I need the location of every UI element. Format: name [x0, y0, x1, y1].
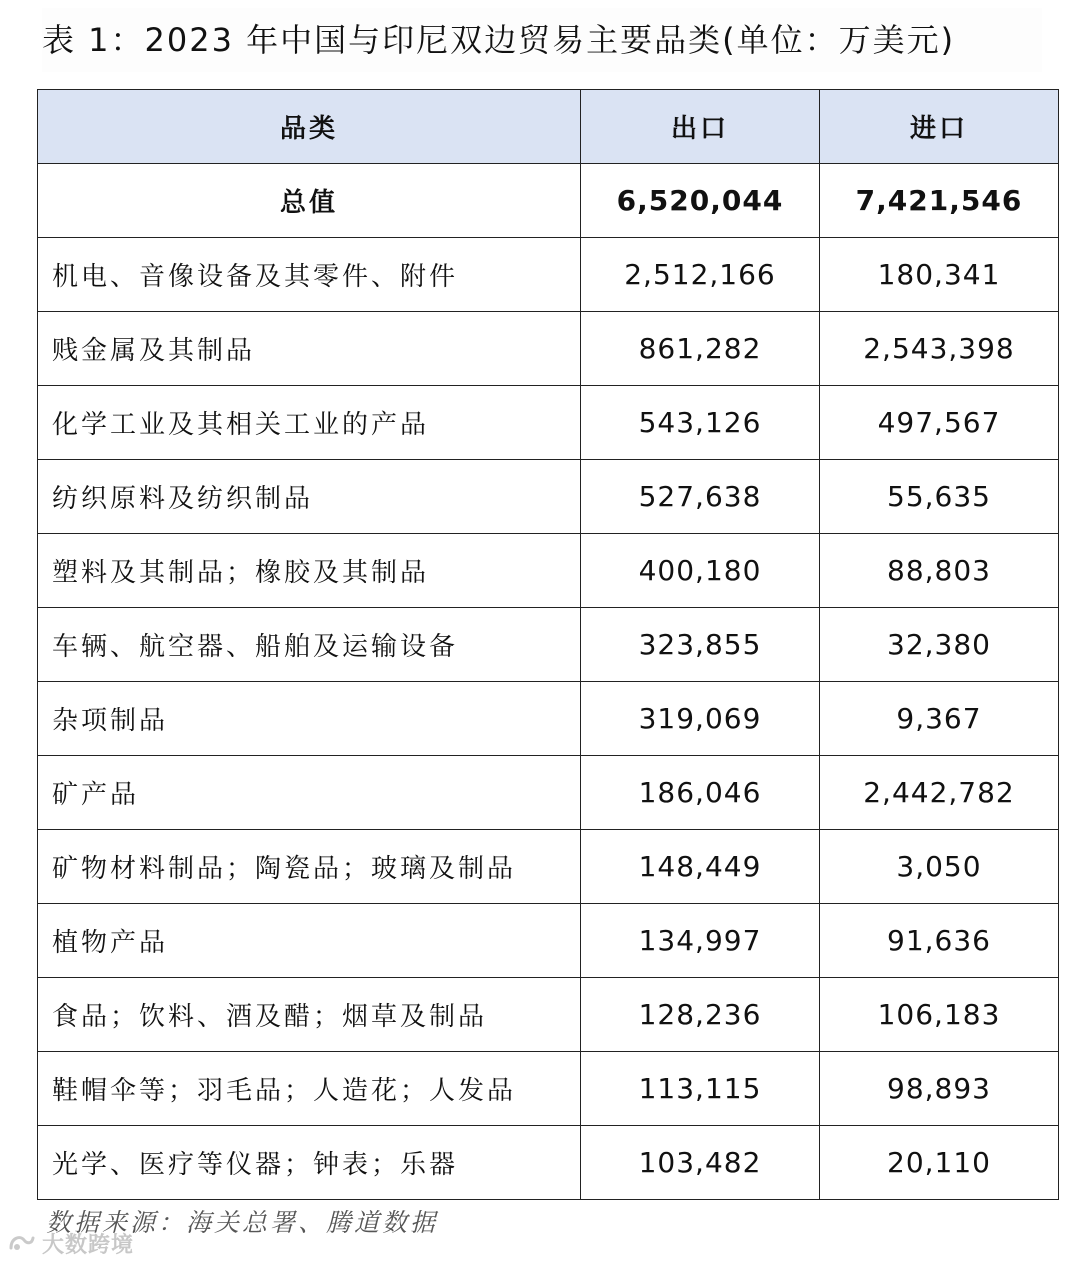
export-cell: 128,236	[581, 978, 820, 1052]
export-cell: 113,115	[581, 1052, 820, 1126]
import-cell: 180,341	[820, 238, 1059, 312]
watermark-logo-icon	[8, 1232, 36, 1254]
category-cell: 鞋帽伞等；羽毛品；人造花；人发品	[38, 1052, 581, 1126]
category-cell: 光学、医疗等仪器；钟表；乐器	[38, 1126, 581, 1200]
table-row	[38, 1052, 1059, 1126]
export-cell: 543,126	[581, 386, 820, 460]
import-cell: 20,110	[820, 1126, 1059, 1200]
import-cell: 55,635	[820, 460, 1059, 534]
import-cell: 88,803	[820, 534, 1059, 608]
watermark	[8, 1228, 134, 1258]
table-row	[38, 830, 1059, 904]
total-category-cell: 总值	[38, 164, 581, 238]
category-cell: 机电、音像设备及其零件、附件	[38, 238, 581, 312]
export-cell: 527,638	[581, 460, 820, 534]
table-row	[38, 682, 1059, 756]
category-cell: 塑料及其制品；橡胶及其制品	[38, 534, 581, 608]
import-cell: 2,543,398	[820, 312, 1059, 386]
table-row	[38, 1126, 1059, 1200]
category-cell: 车辆、航空器、船舶及运输设备	[38, 608, 581, 682]
category-cell: 纺织原料及纺织制品	[38, 460, 581, 534]
total-export-cell: 6,520,044	[581, 164, 820, 238]
column-header-category: 品类	[38, 90, 581, 164]
table-row	[38, 534, 1059, 608]
table-row	[38, 238, 1059, 312]
import-cell: 98,893	[820, 1052, 1059, 1126]
category-cell: 食品；饮料、酒及醋；烟草及制品	[38, 978, 581, 1052]
data-source-note: 数据来源：海关总署、腾道数据	[46, 1208, 439, 1237]
export-cell: 2,512,166	[581, 238, 820, 312]
table-row	[38, 386, 1059, 460]
export-cell: 400,180	[581, 534, 820, 608]
table-row	[38, 904, 1059, 978]
table-header-row	[38, 90, 1059, 164]
table-row	[38, 978, 1059, 1052]
category-cell: 化学工业及其相关工业的产品	[38, 386, 581, 460]
export-cell: 319,069	[581, 682, 820, 756]
import-cell: 3,050	[820, 830, 1059, 904]
column-header-export: 出口	[581, 90, 820, 164]
import-cell: 32,380	[820, 608, 1059, 682]
table-row	[38, 312, 1059, 386]
category-cell: 矿物材料制品；陶瓷品；玻璃及制品	[38, 830, 581, 904]
category-cell: 矿产品	[38, 756, 581, 830]
category-cell: 贱金属及其制品	[38, 312, 581, 386]
import-cell: 91,636	[820, 904, 1059, 978]
table-row	[38, 608, 1059, 682]
import-cell: 497,567	[820, 386, 1059, 460]
trade-table	[37, 89, 1059, 1200]
column-header-import: 进口	[820, 90, 1059, 164]
import-cell: 106,183	[820, 978, 1059, 1052]
export-cell: 861,282	[581, 312, 820, 386]
export-cell: 186,046	[581, 756, 820, 830]
watermark-text: 大数跨境	[42, 1232, 135, 1258]
export-cell: 134,997	[581, 904, 820, 978]
import-cell: 9,367	[820, 682, 1059, 756]
category-cell: 植物产品	[38, 904, 581, 978]
export-cell: 323,855	[581, 608, 820, 682]
table-title: 表 1：2023 年中国与印尼双边贸易主要品类(单位：万美元)	[42, 8, 1042, 72]
category-cell: 杂项制品	[38, 682, 581, 756]
total-import-cell: 7,421,546	[820, 164, 1059, 238]
table-row	[38, 756, 1059, 830]
import-cell: 2,442,782	[820, 756, 1059, 830]
table-row-total	[38, 164, 1059, 238]
table-row	[38, 460, 1059, 534]
export-cell: 148,449	[581, 830, 820, 904]
export-cell: 103,482	[581, 1126, 820, 1200]
